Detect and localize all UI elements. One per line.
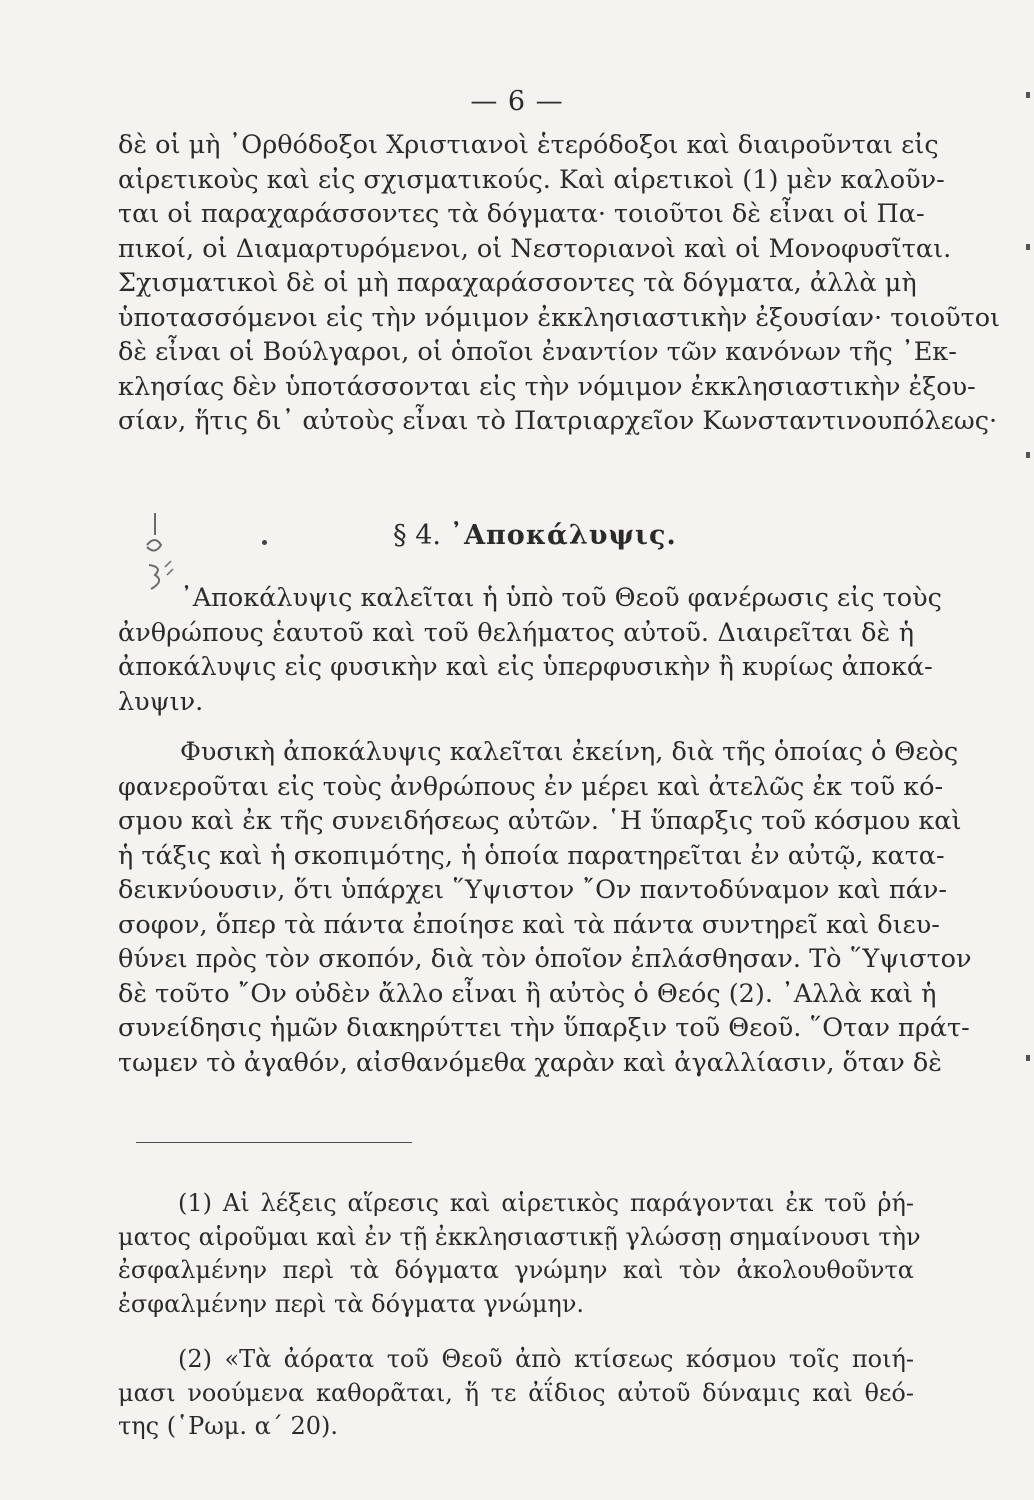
text-line: σμου καὶ ἐκ τῆς συνειδήσεως αὐτῶν. ῾Η ὕπαρξις τοῦ κόσμου καὶ	[118, 806, 962, 836]
section-title: ᾿Αποκάλυψις.	[449, 520, 677, 551]
section-number: § 4.	[393, 520, 441, 551]
text-line: ἀνθρώπους ἑαυτοῦ καὶ τοῦ θελήματος αὐτοῦ. Διαιρεῖται δὲ ἡ	[118, 617, 914, 648]
text-line: τωμεν τὸ ἀγαθόν, αἰσθανόμεθα χαρὰν καὶ ἀγαλλίασιν, ὅταν δὲ	[118, 1047, 942, 1078]
text-line: ἡ τάξις καὶ ἡ σκοπιμότης, ἡ ὁποία παρατηρεῖται ἐν αὐτῷ, κατα-	[118, 840, 945, 871]
footnote-line: ἐσφαλμένην περὶ τὰ δόγματα γνώμην καὶ τὸν ἀκολουθοῦντα	[118, 1256, 914, 1284]
text-line: κλησίας δὲν ὑποτάσσονται εἰς τὴν νόμιμον ἐκκλησιαστικὴν ἐξου-	[118, 371, 976, 402]
footnote-line: μασι νοούμενα καθορᾶται, ἥ τε ἀΐδιος αὐτοῦ δύναμις καὶ θεό-	[118, 1378, 914, 1407]
text-line: λυψιν.	[118, 686, 204, 717]
footnote-divider	[136, 1142, 412, 1143]
edge-speck	[1026, 452, 1030, 458]
paragraph-3	[118, 735, 972, 1080]
text-line: συνείδησις ἡμῶν διακηρύττει τὴν ὕπαρξιν τοῦ Θεοῦ. ῞Οταν πράτ-	[118, 1013, 970, 1043]
footnote-line: της (῾Ρωμ. α΄ 20).	[118, 1412, 339, 1440]
page-number: — 6 —	[470, 86, 564, 117]
edge-speck	[1026, 244, 1030, 250]
text-line: σοφον, ὅπερ τὰ πάντα ἐποίησε καὶ τὰ πάντα συντηρεῖ καὶ διευ-	[118, 909, 940, 940]
text-line: αἱρετικοὺς καὶ εἰς σχισματικούς. Καὶ αἱρετικοὶ (1) μὲν καλοῦν-	[118, 164, 945, 195]
text-line: ται οἱ παραχαράσσοντες τὰ δόγματα· τοιοῦτοι δὲ εἶναι οἱ Πα-	[118, 199, 925, 229]
text-line: σίαν, ἥτις δι᾿ αὐτοὺς εἶναι τὸ Πατριαρχεῖον Κωνσταντινουπόλεως·	[118, 406, 998, 436]
text-line: ἀποκάλυψις εἰς φυσικὴν καὶ εἰς ὑπερφυσικὴν ἢ κυρίως ἀποκά-	[118, 652, 933, 682]
section-heading	[0, 520, 1034, 551]
edge-speck	[1026, 1055, 1030, 1061]
footnote-2	[118, 1343, 914, 1444]
footnote-line: (1) Αἱ λέξεις αἵρεσις καὶ αἱρετικὸς παράγονται ἐκ τοῦ ῥή-	[178, 1189, 914, 1217]
text-line: Φυσικὴ ἀποκάλυψις καλεῖται ἐκείνη, διὰ τῆς ὁποίας ὁ Θεὸς	[180, 737, 959, 767]
text-line: ᾿Αποκάλυψις καλεῖται ἡ ὑπὸ τοῦ Θεοῦ φανέρωσις εἰς τοὺς	[180, 583, 942, 613]
paragraph-1	[118, 128, 1001, 439]
edge-speck	[1026, 92, 1030, 98]
footnote-line: ματος αἱροῦμαι καὶ ἐν τῇ ἐκκλησιαστικῇ γλώσσῃ σημαίνουσι τὴν	[118, 1222, 921, 1251]
text-line: Σχισματικοὶ δὲ οἱ μὴ παραχαράσσοντες τὰ δόγματα, ἀλλὰ μὴ	[118, 268, 917, 298]
text-line: θύνει πρὸς τὸν σκοπόν, διὰ τὸν ὁποῖον ἐπλάσθησαν. Τὸ ῞Υψιστον	[118, 944, 972, 974]
footnote-line: (2) «Τὰ ἀόρατα τοῦ Θεοῦ ἀπὸ κτίσεως κόσμου τοῖς ποιή-	[178, 1345, 914, 1373]
text-line: φανεροῦται εἰς τοὺς ἀνθρώπους ἐν μέρει καὶ ἀτελῶς ἐκ τοῦ κό-	[118, 771, 944, 802]
footnote-line: ἐσφαλμένην περὶ τὰ δόγματα γνώμην.	[118, 1289, 585, 1318]
footnote-1	[118, 1187, 921, 1321]
text-line: πικοί, οἱ Διαμαρτυρόμενοι, οἱ Νεστοριανοὶ καὶ οἱ Μονοφυσῖται.	[118, 233, 952, 264]
text-line: δὲ εἶναι οἱ Βούλγαροι, οἱ ὁποῖοι ἐναντίον τῶν κανόνων τῆς ᾿Εκ-	[118, 337, 957, 367]
text-line: δὲ τοῦτο ῎Ον οὐδὲν ἄλλο εἶναι ἢ αὐτὸς ὁ Θεός (2). ᾿Αλλὰ καὶ ἡ	[118, 978, 937, 1009]
text-line: δεικνύουσιν, ὅτι ὑπάρχει ῞Υψιστον ῎Ον παντοδύναμον καὶ πάν-	[118, 875, 947, 905]
text-line: δὲ οἱ μὴ ᾿Ορθόδοξοι Χριστιανοὶ ἑτερόδοξοι καὶ διαιροῦνται εἰς	[118, 130, 939, 160]
paragraph-2	[118, 581, 942, 719]
text-line: ὑποτασσόμενοι εἰς τὴν νόμιμον ἐκκλησιαστικὴν ἐξουσίαν· τοιοῦτοι	[118, 302, 1001, 333]
